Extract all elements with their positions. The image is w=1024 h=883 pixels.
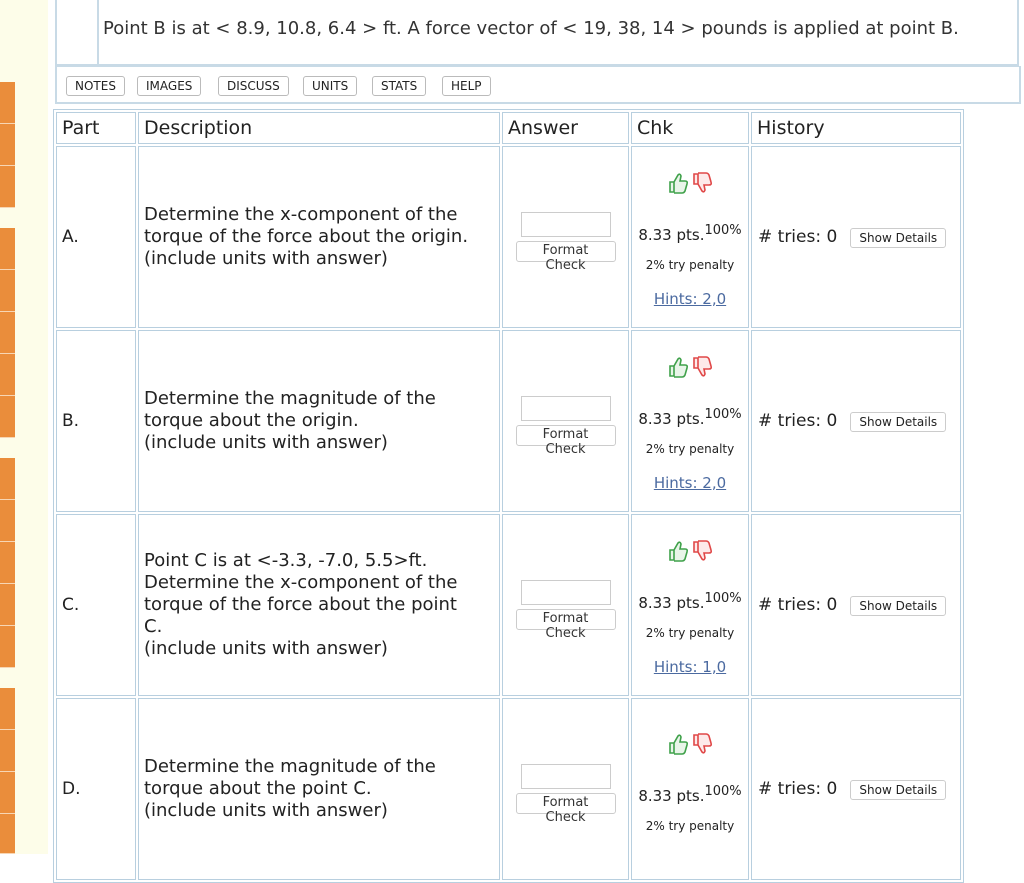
sidebar-tab[interactable] [0,396,15,438]
table-row [56,330,961,512]
part-label: C. [56,514,136,696]
description-line: Determine the magnitude of the [144,388,436,409]
history-cell [751,330,961,512]
notes-button[interactable]: NOTES [66,76,125,96]
try-penalty: 2% try penalty [645,257,735,272]
check-cell [631,698,749,880]
help-button[interactable]: HELP [442,76,491,96]
answer-input[interactable] [521,396,611,421]
format-check-button[interactable]: Format Check [516,793,616,814]
answer-cell [502,514,629,696]
check-cell [631,514,749,696]
history-cell [751,698,961,880]
points-percent: 100% [704,222,742,238]
show-details-button[interactable]: Show Details [850,596,946,616]
header-part: Part [56,112,136,144]
description-line: C. [144,616,163,637]
try-penalty: 2% try penalty [645,818,735,833]
sidebar-tab[interactable] [0,354,15,396]
description-line: torque of the force about the origin. [144,226,469,247]
thumbs-up-icon[interactable] [667,732,689,762]
images-button[interactable]: IMAGES [137,76,201,96]
check-cell [631,330,749,512]
description-line: torque about the point C. [144,778,372,799]
show-details-button[interactable]: Show Details [850,780,946,800]
description-line: (include units with answer) [144,248,388,269]
part-label: A. [56,146,136,328]
answer-cell [502,146,629,328]
tries-count: # tries: 0 [758,410,838,431]
points-percent: 100% [704,590,742,606]
try-penalty: 2% try penalty [645,625,735,640]
hints-link[interactable]: Hints: 1,0 [653,657,727,676]
history-cell [751,514,961,696]
sidebar-tab[interactable] [0,458,15,500]
description-line: Determine the magnitude of the [144,756,436,777]
description-line: torque of the force about the point [144,594,457,615]
thumbs-up-icon[interactable] [667,355,689,385]
tries-count: # tries: 0 [758,226,838,247]
description-line: (include units with answer) [144,638,388,659]
description-line: (include units with answer) [144,800,388,821]
description-line: Determine the x-component of the [144,204,458,225]
format-check-button[interactable]: Format Check [516,425,616,446]
table-header-row [56,112,961,144]
show-details-button[interactable]: Show Details [850,228,946,248]
points-percent: 100% [704,783,742,799]
history-cell [751,146,961,328]
hints-link[interactable]: Hints: 2,0 [653,289,727,308]
tries-count: # tries: 0 [758,778,838,799]
sidebar-tab[interactable] [0,124,15,166]
tries-count: # tries: 0 [758,594,838,615]
answer-input[interactable] [521,764,611,789]
thumbs-up-icon[interactable] [667,171,689,201]
header-description: Description [138,112,500,144]
problem-statement: Point B is at < 8.9, 10.8, 6.4 > ft. A force vector of < 19, 38, 14 > pounds is applied at point B. [103,18,959,39]
format-check-button[interactable]: Format Check [516,241,616,262]
units-button[interactable]: UNITS [303,76,357,96]
thumbs-up-icon[interactable] [667,539,689,569]
part-description [138,514,500,696]
format-check-button[interactable]: Format Check [516,609,616,630]
sidebar-tab[interactable] [0,772,15,814]
answer-input[interactable] [521,580,611,605]
sidebar-tab[interactable] [0,82,15,124]
answer-input[interactable] [521,212,611,237]
header-answer: Answer [502,112,629,144]
thumbs-down-icon[interactable] [691,732,713,762]
header-chk: Chk [631,112,749,144]
sidebar-tab[interactable] [0,228,15,270]
sidebar-tab[interactable] [0,584,15,626]
table-row [56,698,961,880]
left-sidebar [0,0,48,854]
thumbs-down-icon[interactable] [691,355,713,385]
sidebar-tab[interactable] [0,730,15,772]
description-line: Determine the x-component of the [144,572,458,593]
table-row [56,146,961,328]
part-description [138,146,500,328]
check-cell [631,146,749,328]
problem-toolbar [55,66,1021,104]
sidebar-tab[interactable] [0,542,15,584]
points-value: 8.33 pts. [638,593,705,612]
thumbs-down-icon[interactable] [691,539,713,569]
description-line: (include units with answer) [144,432,388,453]
points-value: 8.33 pts. [638,786,705,805]
sidebar-tab[interactable] [0,312,15,354]
sidebar-tab[interactable] [0,500,15,542]
part-description [138,330,500,512]
points-value: 8.33 pts. [638,409,705,428]
part-description [138,698,500,880]
sidebar-tab[interactable] [0,688,15,730]
header-history: History [751,112,961,144]
answer-cell [502,330,629,512]
part-label: B. [56,330,136,512]
table-row [56,514,961,696]
part-label: D. [56,698,136,880]
description-line: Point C is at <-3.3, -7.0, 5.5>ft. [144,550,428,571]
description-line: torque about the origin. [144,410,359,431]
parts-table [53,109,964,883]
discuss-button[interactable]: DISCUSS [218,76,289,96]
thumbs-down-icon[interactable] [691,171,713,201]
sidebar-tab[interactable] [0,814,15,854]
sidebar-tab[interactable] [0,270,15,312]
show-details-button[interactable]: Show Details [850,412,946,432]
sidebar-tab[interactable] [0,166,15,208]
answer-cell [502,698,629,880]
hints-link[interactable]: Hints: 2,0 [653,473,727,492]
sidebar-tab[interactable] [0,626,15,668]
points-value: 8.33 pts. [638,225,705,244]
try-penalty: 2% try penalty [645,441,735,456]
stats-button[interactable]: STATS [372,76,426,96]
points-percent: 100% [704,406,742,422]
